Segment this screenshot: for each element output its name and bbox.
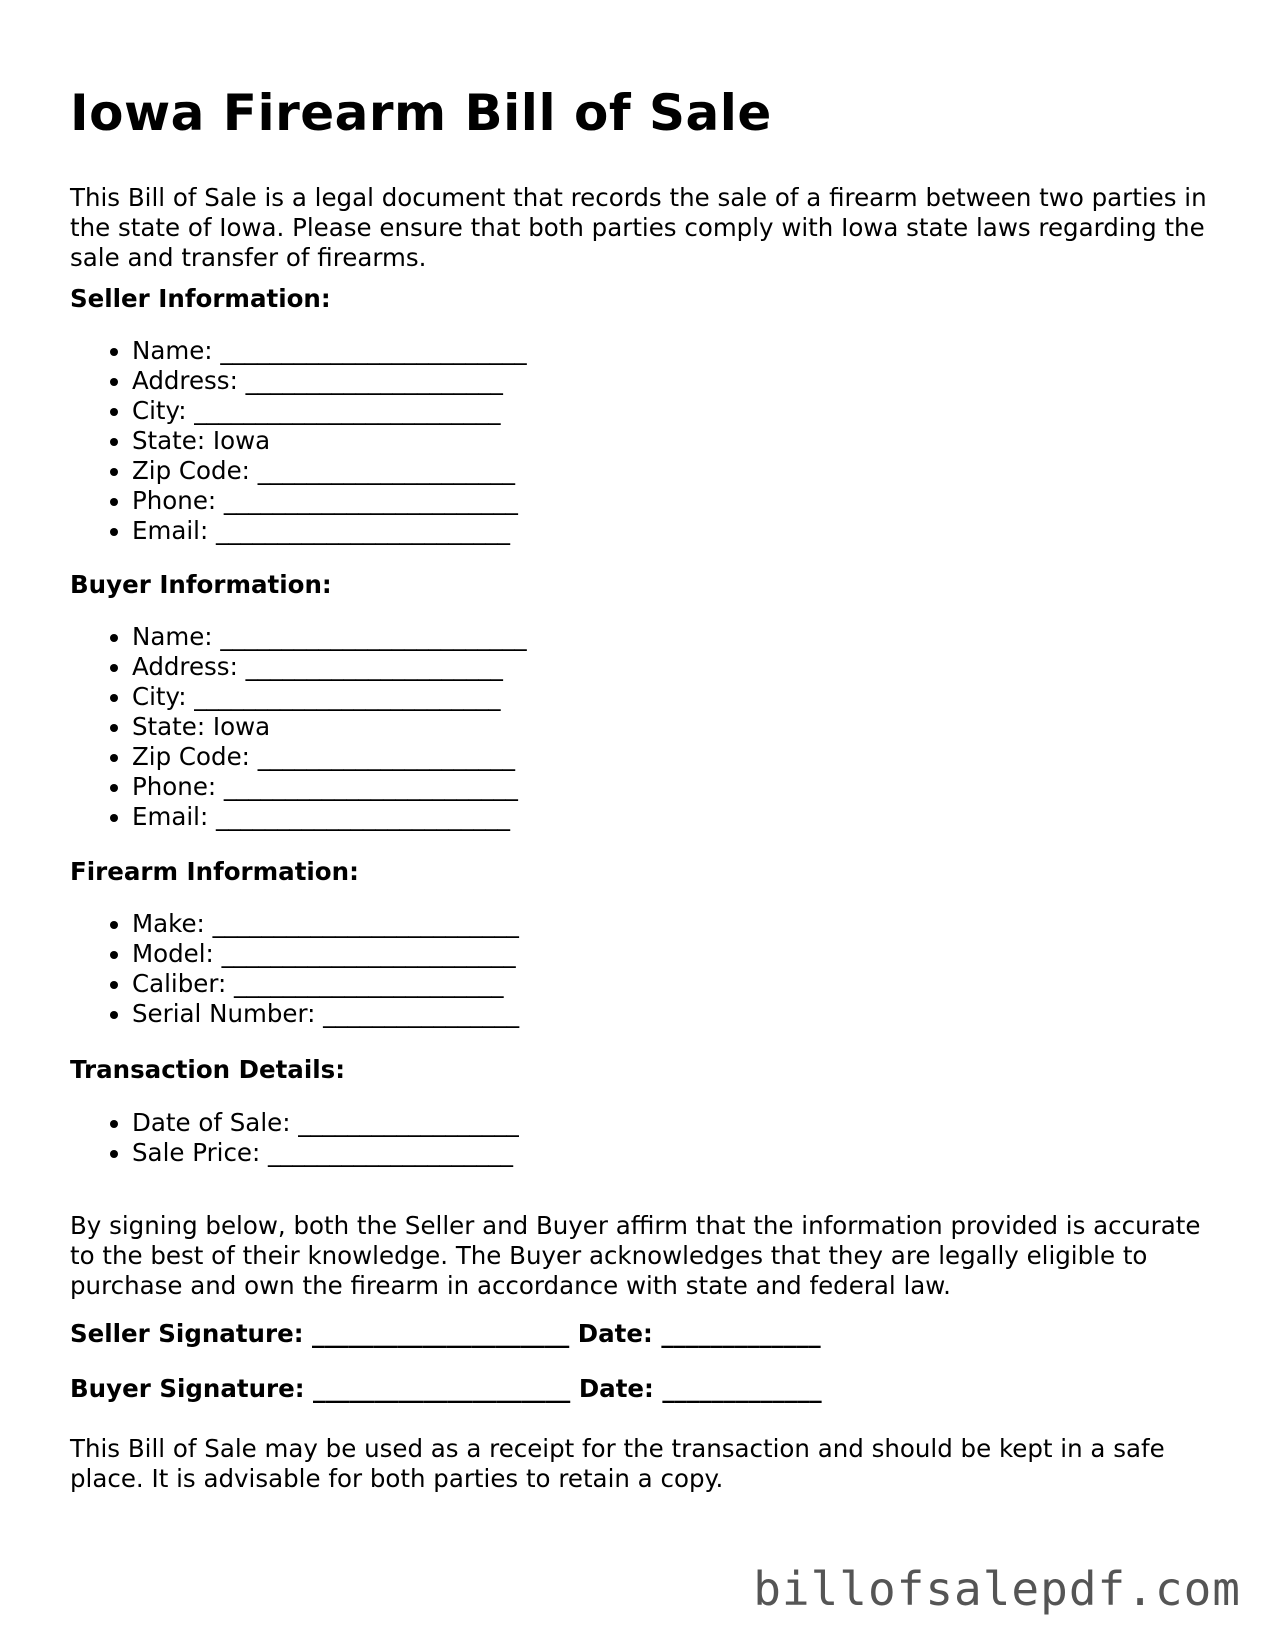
buyer-city-field[interactable]: • City: _________________________ <box>132 682 527 712</box>
intro-paragraph: This Bill of Sale is a legal document that records the sale of a firearm between two parties in the state of Iowa. Please ensure that both parties comply with Iowa state laws regarding the sale and transfer of firearms. <box>70 183 1207 272</box>
buyer-name-field[interactable]: • Name: _________________________ <box>132 622 527 652</box>
seller-email-field[interactable]: • Email: ________________________ <box>132 516 527 546</box>
buyer-state-field: • State: Iowa <box>132 712 527 742</box>
seller-fields-list <box>70 336 527 546</box>
closing-paragraph: This Bill of Sale may be used as a receipt for the transaction and should be kept in a safe place. It is advisable for both parties to retain a copy. <box>70 1434 1165 1493</box>
seller-section-heading: Seller Information: <box>70 284 331 313</box>
firearm-make-field[interactable]: • Make: _________________________ <box>132 909 519 939</box>
seller-zip-field[interactable]: • Zip Code: _____________________ <box>132 456 527 486</box>
seller-signature-line[interactable]: Seller Signature: _____________________ Date: _____________ <box>70 1319 821 1348</box>
sale-date-field[interactable]: • Date of Sale: __________________ <box>132 1108 519 1138</box>
seller-city-field[interactable]: • City: _________________________ <box>132 396 527 426</box>
transaction-fields-list <box>70 1108 519 1168</box>
transaction-section-heading: Transaction Details: <box>70 1055 346 1084</box>
firearm-model-field[interactable]: • Model: ________________________ <box>132 939 519 969</box>
firearm-caliber-field[interactable]: • Caliber: ______________________ <box>132 969 519 999</box>
affirmation-paragraph: By signing below, both the Seller and Buyer affirm that the information provided is accurate to the best of their knowledge. The Buyer acknowledges that they are legally eligible to purchase and own the firearm in accordance with state and federal law. <box>70 1211 1201 1300</box>
sale-price-field[interactable]: • Sale Price: ____________________ <box>132 1138 519 1168</box>
document-title: Iowa Firearm Bill of Sale <box>70 84 772 142</box>
buyer-zip-field[interactable]: • Zip Code: _____________________ <box>132 742 527 772</box>
buyer-fields-list <box>70 622 527 832</box>
site-watermark: billofsalepdf.com <box>753 1562 1241 1616</box>
buyer-email-field[interactable]: • Email: ________________________ <box>132 802 527 832</box>
firearm-section-heading: Firearm Information: <box>70 857 359 886</box>
seller-phone-field[interactable]: • Phone: ________________________ <box>132 486 527 516</box>
seller-address-field[interactable]: • Address: _____________________ <box>132 366 527 396</box>
seller-name-field[interactable]: • Name: _________________________ <box>132 336 527 366</box>
buyer-section-heading: Buyer Information: <box>70 570 332 599</box>
firearm-serial-field[interactable]: • Serial Number: ________________ <box>132 999 519 1029</box>
buyer-phone-field[interactable]: • Phone: ________________________ <box>132 772 527 802</box>
buyer-address-field[interactable]: • Address: _____________________ <box>132 652 527 682</box>
firearm-fields-list <box>70 909 519 1029</box>
seller-state-field: • State: Iowa <box>132 426 527 456</box>
buyer-signature-line[interactable]: Buyer Signature: _____________________ Date: _____________ <box>70 1374 822 1403</box>
